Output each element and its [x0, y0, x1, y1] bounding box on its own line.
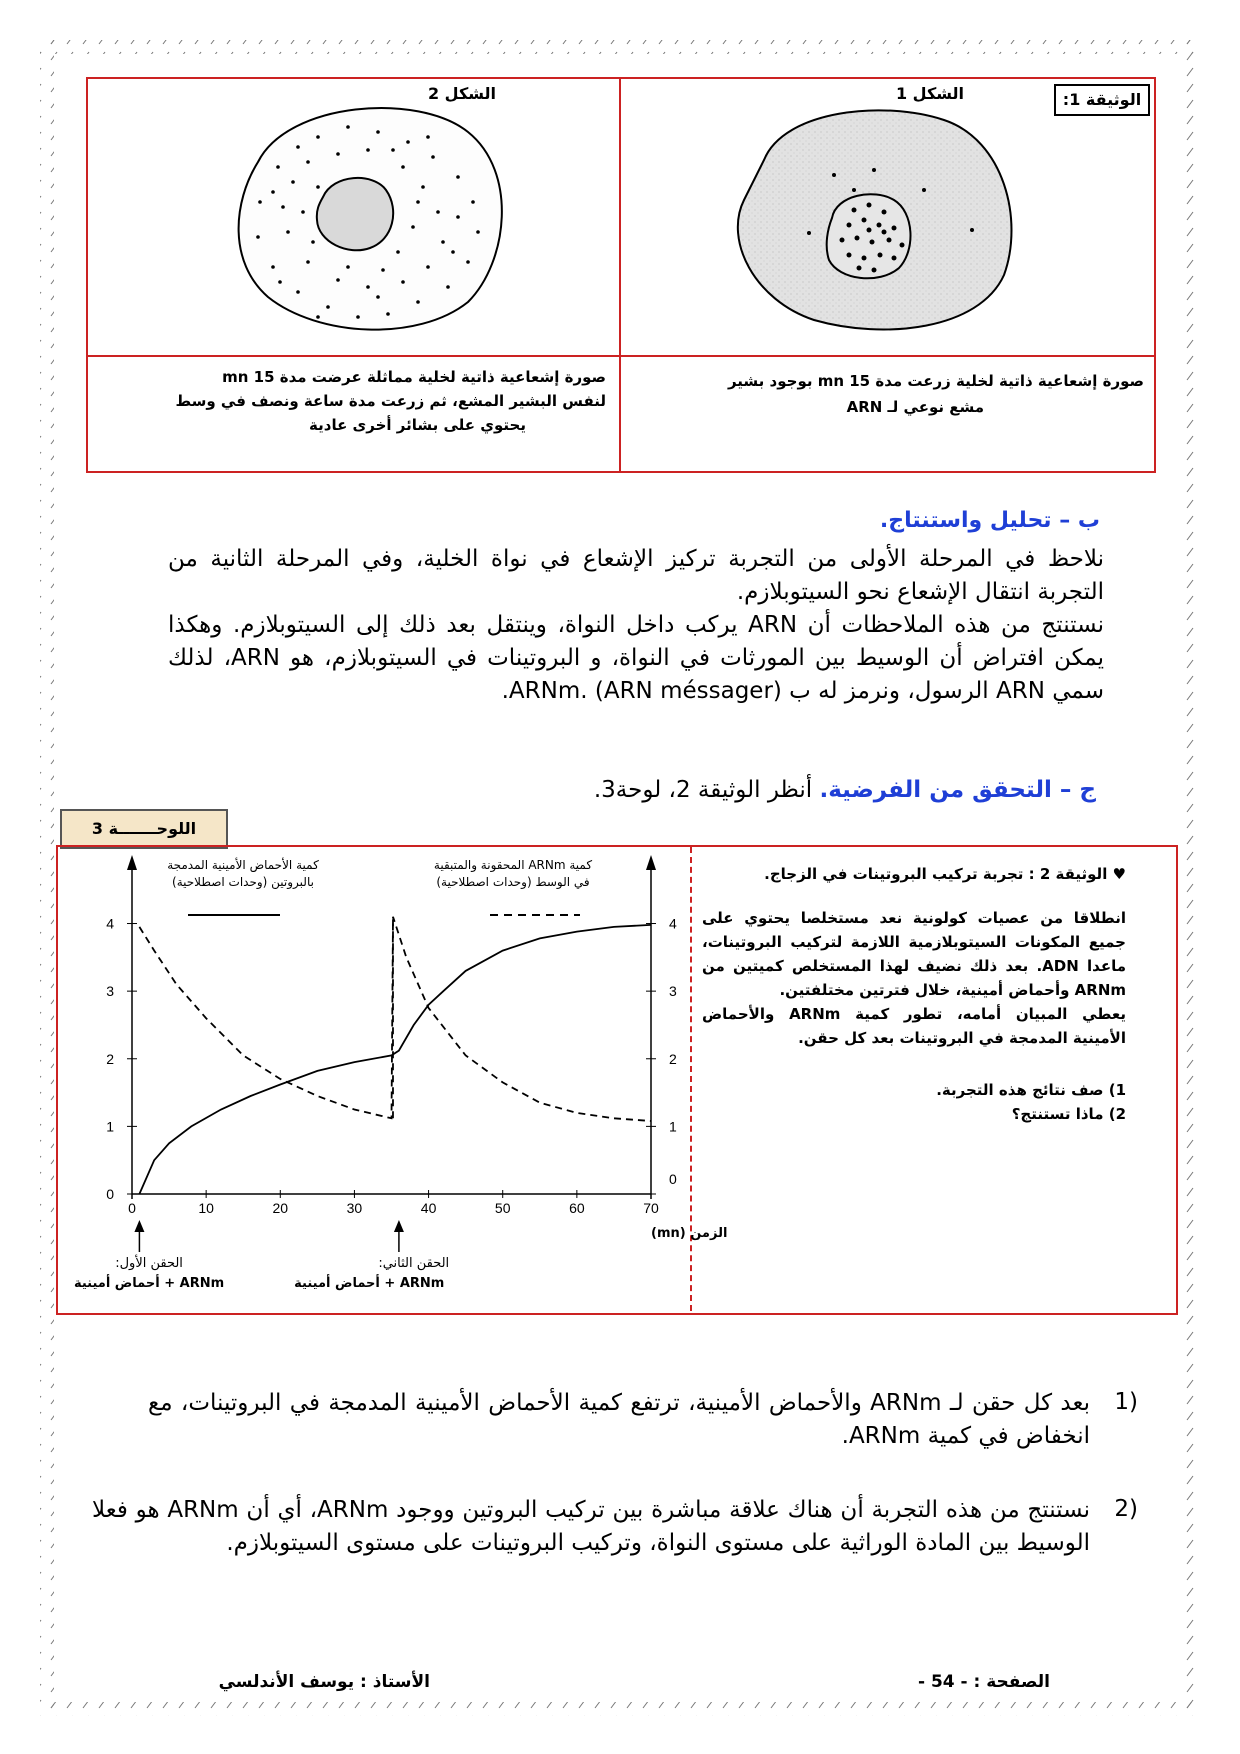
y-tick-label-left: 1 [106, 1118, 114, 1135]
x-tick-label: 30 [346, 1200, 363, 1216]
injection2-arrow-head [394, 1220, 404, 1232]
x-tick-label: 20 [272, 1200, 289, 1216]
y-tick-label-left: 2 [106, 1050, 114, 1067]
figure1-caption-line2: مشع نوعي لـ ARN [846, 398, 984, 416]
figure2-caption [96, 365, 606, 437]
board-doc-title: ♥ الوثيقة 2 : تجربة تركيب البروتينات في الزجاج. [764, 865, 1126, 883]
y-tick-label-right: 2 [669, 1050, 677, 1067]
injection1-content: ARNm + أحماض أمينية [73, 1276, 225, 1291]
figure2-cell-image [218, 92, 518, 342]
y-axis-label-right-line1: كمية ARNm المحقونة والمتبقية [433, 858, 593, 872]
y-axis-label-left-line1: كمية الأحماض الأمينية المدمجة [167, 858, 319, 872]
series-line-amino_acids [139, 925, 651, 1194]
verification-heading [400, 777, 1096, 803]
verification-heading-rest: أنظر الوثيقة 2، لوحة3. [593, 777, 820, 803]
figure2-caption-line2: لنفس البشير المشع، ثم زرعت مدة ساعة ونصف في وسط [175, 392, 606, 410]
document1-vertical-divider [619, 77, 621, 471]
x-tick-label: 60 [569, 1200, 585, 1216]
y-axis-label-left [167, 857, 319, 890]
answer-1-number: 1) [1114, 1389, 1138, 1415]
answer-2 [92, 1494, 1138, 1560]
board-doc-paragraph-1: انطلاقا من عصيات كولونية نعد مستخلصا يحتوي على جميع المكونات السيتوبلازمية اللازمة لتركيب البروتينات، ماعدا ADN. بعد ذلك نضيف لهذا المستخلص كميتين من ARNm وأحماض أمينية، خلال فترتين مختلفتين. [702, 909, 1126, 999]
y-axis-label-right [434, 858, 592, 890]
analysis-paragraph-1: نلاحظ في المرحلة الأولى من التجربة تركيز الإشعاع في نواة الخلية، وفي المرحلة الثانية من التجربة انتقال الإشعاع نحو السيتوبلازم. [168, 546, 1104, 605]
injection1-label: الحقن الأول: [115, 1256, 183, 1271]
figure1-cell-image [724, 100, 1024, 340]
injection2-label: الحقن الثاني: [378, 1256, 450, 1271]
y-tick-label-right: 1 [669, 1118, 677, 1135]
y-tick-label-left: 4 [106, 915, 114, 932]
chart [58, 847, 728, 1307]
analysis-heading: ب – تحليل واستنتاج. [879, 508, 1100, 533]
y-axis-label-right-line2: في الوسط (وحدات اصطلاحية) [436, 875, 590, 889]
figure1-caption [626, 368, 1144, 420]
y-axis-left-arrow [127, 855, 137, 870]
board-question-2: 2) ماذا تستنتج؟ [1011, 1105, 1126, 1123]
document1-horizontal-divider [86, 355, 1154, 357]
x-tick-label: 50 [494, 1200, 511, 1216]
figure2-title: الشكل 2 [427, 84, 497, 103]
y-tick-label-left: 3 [106, 983, 114, 1000]
y-tick-label-left: 0 [106, 1186, 114, 1202]
figure2-caption-line3: يحتوي على بشائر أخرى عادية [309, 416, 526, 434]
figure1-caption-line1: صورة إشعاعية ذاتية لخلية زرعت مدة 15 mn بوجود بشير [727, 372, 1144, 390]
figure2-caption-line1: صورة إشعاعية ذاتية لخلية مماثلة عرضت مدة 15 mn [222, 368, 606, 386]
x-axis-label: الزمن (mn) [651, 1226, 728, 1241]
y-tick-label-right: 4 [669, 915, 677, 932]
document1-label: الوثيقة 1: [1054, 84, 1150, 116]
series-line-mRNA [139, 917, 651, 1121]
answer-2-text: نستنتج من هذه التجربة أن هناك علاقة مباشرة بين تركيب البروتين ووجود ARNm، أي أن ARNm هو فعلا الوسيط بين المادة الوراثية على مستوى النواة، وتركيب البروتينات على مستوى السيتوبلازم. [92, 1497, 1090, 1556]
answer-1-text: بعد كل حقن لـ ARNm والأحماض الأمينية، ترتفع كمية الأحماض الأمينية المدمجة في البروتينات، مع انخفاض في كمية ARNm. [148, 1390, 1090, 1449]
board-divider [690, 847, 692, 1311]
analysis-paragraph-2: نستنتج من هذه الملاحظات أن ARN يركب داخل النواة، وينتقل بعد ذلك إلى السيتوبلازم. وهكذا يمكن افتراض أن الوسيط بين المورثات في النواة، و البروتينات في السيتوبلازم، هو ARN، لذلك سمي ARN الرسول، ونرمز له ب ARNm. (ARN méssager). [168, 612, 1104, 704]
footer-teacher: الأستاذ : يوسف الأندلسي [218, 1672, 430, 1692]
y-axis-label-left-line2: بالبروتين (وحدات اصطلاحية) [172, 875, 314, 889]
x-tick-label: 10 [198, 1200, 214, 1216]
footer-page: الصفحة : - 54 - [917, 1672, 1050, 1692]
board-text [702, 862, 1126, 1126]
x-tick-label: 70 [643, 1200, 659, 1216]
verification-heading-title: ج – التحقق من الفرضية. [819, 777, 1096, 803]
x-tick-label: 0 [128, 1200, 136, 1216]
board-question-1: 1) صف نتائج هذه التجربة. [936, 1081, 1126, 1099]
board-doc-paragraph-2: يعطي المبيان أمامه، تطور كمية ARNm والأحماض الأمينية المدمجة في البروتينات بعد كل حقن. [702, 1005, 1126, 1047]
injection1-arrow-head [134, 1220, 144, 1232]
x-tick-label: 40 [420, 1200, 437, 1216]
answer-1 [148, 1387, 1138, 1453]
y-axis-right-arrow [646, 855, 656, 870]
figure1-title: الشكل 1 [895, 84, 965, 103]
y-tick-label-right: 0 [669, 1171, 677, 1187]
answer-2-number: 2) [1114, 1496, 1138, 1522]
injection2-content: ARNm + أحماض أمينية [294, 1276, 445, 1291]
board-label: اللوحـــــــة 3 [60, 809, 228, 849]
y-tick-label-right: 3 [669, 983, 677, 1000]
